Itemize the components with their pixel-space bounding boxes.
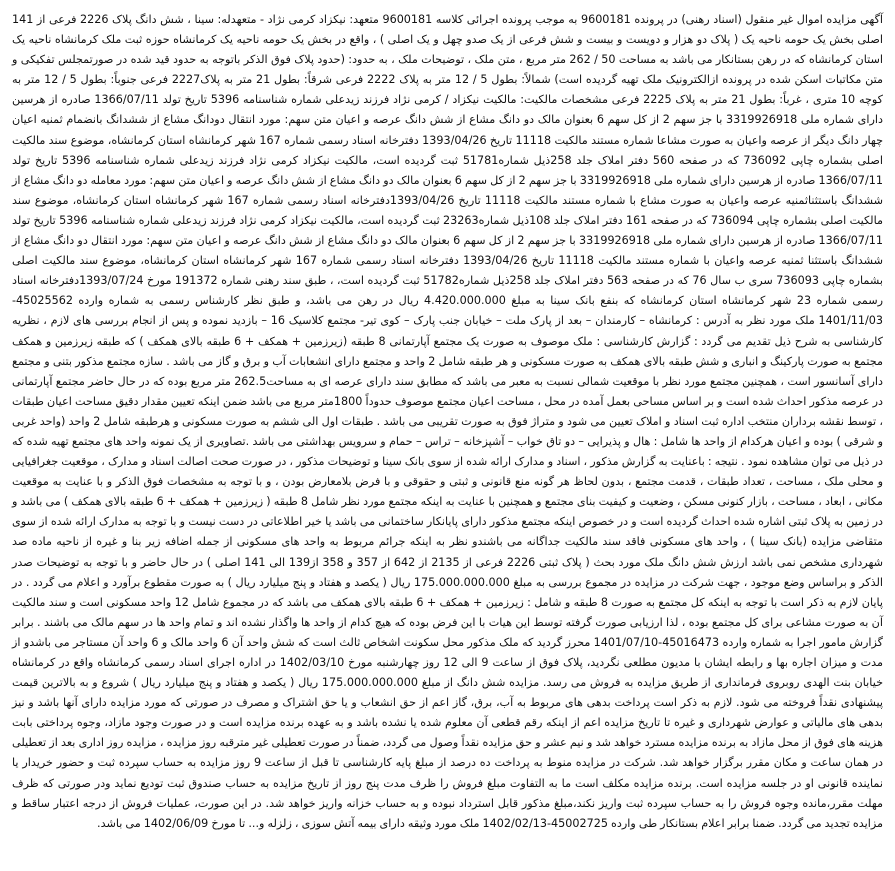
auction-notice-text: آگهی مزایده اموال غیر منقول (اسناد رهنی) در پرونده 9600181 به موجب پرونده اجرائی کلاسه 9600181 متعهد: نیکزاد کرمی نژاد - متعهدله: سینا ، شش دانگ پلاک 2226 فرعی از 141 اصلی بخش یک حومه ناحیه یک ( پلاک دو هزار و دویست و بیست و شش فرعی از یک صدو چهل و یک اصلی ) ، واقع در بخش یک حومه ناحیه یک کرمانشاه حوزه ثبت ملک کرمانشاه ناحیه یک استان کرمانشاه که در رهن بستانکار می باشد به مساحت 50 / 262 متر مربع ، متن ملک ، توضیحات ملک ، به حدود: (حدود پلاک فوق الذکر باتوجه به حدود قید شده در صورتمجلس تفکیکی و متن مکاتبات اسکن شده در پرونده ازالکترونیک ملک تهیه گردیده است) شمالاً: بطول 5 / 12 متر به پلاک 2222 فرعی شرقاً: بطول 21 متر به پلاک2227 فرعی جنوباً: بطول 5 / 12 متر به کوچه 10 متری ، غرباً: بطول 21 متر به پلاک 2225 فرعی مشخصات مالکیت: مالکیت نیکزاد / کرمی نژاد فرزند زیدعلی شماره شناسنامه 5396 تاریخ تولد 1366/07/11 صادره از هرسین دارای شماره ملی 3319926918 با جز سهم 2 از کل سهم 6 بعنوان مالک دو دانگ مشاع از شش دانگ عرصه و اعیان متن سهم: مورد انتقال دودانگ مشاع از ششدانگ بانضمام ثمنیه اعیان چهار دانگ دیگر از عرصه واعیان به صورت مشاعا شماره مستند مالکیت 11118 تاریخ 1393/04/26 دفترخانه اسناد رسمی شماره 167 شهر کرمانشاه استان کرمانشاه، موضوع سند مالکیت اصلی بشماره چاپی 736092 که در صفحه 560 دفتر املاک جلد 258ذیل شماره51781 ثبت گردیده است، مالکیت نیکزاد کرمی نژاد فرزند زیدعلی شماره شناسنامه 5396 تاریخ تولد 1366/07/11 صادره از هرسین دارای شماره ملی 3319926918 با جز سهم 2 از کل سهم 6 بعنوان مالک دو دانگ مشاع از شش دانگ عرصه و اعیان متن سهم: مورد معامله دو دانگ مشاع از ششدانگ باستثناثمنیه عرصه واعیان به صورت مشاع با شماره مستند مالکیت 11118 تاریخ 1393/04/26دفترخانه اسناد رسمی شماره 167 شهر کرمانشاه استان کرمانشاه، موضوع سند مالکیت اصلی بشماره چاپی 736094 که در صفحه 161 دفتر املاک جلد 108ذیل شماره23263 ثبت گردیده است، مالکیت نیکزاد کرمی نژاد فرزند زیدعلی شماره شناسنامه 5396 تاریخ تولد 1366/07/11 صادره از هرسین دارای شماره ملی 3319926918 با جز سهم 2 از کل سهم 6 بعنوان مالک دو دانگ مشاع از شش دانگ عرصه و اعیان متن سهم: مورد انتقال دو دانگ مشاع از ششدانگ باستثنا ثمنیه عرصه واعیان با شماره مستند مالکیت 11118 تاریخ 1393/04/26 دفترخانه اسناد رسمی شماره 167 شهر کرمانشاه استان کرمانشاه، موضوع سند مالکیت اصلی بشماره چاپی 736093 سری ب سال 76 که در صفحه 563 دفتر املاک جلد 258ذیل شماره51782 ثبت گردیده است، ، طبق سند رهنی شماره 191372 مورخ 1393/07/24دفترخانه اسناد رسمی شماره 23 شهر کرمانشاه استان کرمانشاه که بنفع بانک سینا به مبلغ 4.420.000.000 ریال در رهن می باشد، و طبق نظر کارشناس رسمی به شماره وارده 45025562-1401/11/03 ملک مورد نظر به آدرس : کرمانشاه – کارمندان – بعد از پارک ملت – خیابان جنب پارک – کوی تیر- مجتمع کلاسیک 16 – بازدید نموده و پس از انجام بررسی های لازم ، نظریه کارشناسی به شرح ذیل تقدیم می گردد : گزارش کارشناسی : ملک موصوف به صورت یک مجتمع آپارتمانی 8 طبقه (زیرزمین + همکف + 6 طبقه بالای همکف ) که طبقه زیرزمین و همکف مجتمع به صورت پارکینگ و انباری و شش طبقه بالای همکف به صورت مسکونی و هر طبقه شامل 2 واحد و مجتمع دارای انشعابات آب و برق و گاز می باشد . سازه مجتمع مذکور بتنی و مجتمع دارای آسانسور است ، همچنین مجتمع مورد نظر با موقعیت شمالی نسبت به معبر می باشد که مطابق سند دارای عرصه ای به مساحت262.5 متر مربع بوده که در حال حاضر مجتمع آپارتمانی در عرصه مذکور احداث شده است و بر اساس مساحی بعمل آمده در محل ، مساحت اعیان مجتمع موصوف حدوداً 1800متر مربع می باشد ضمن اینکه تعیین مقدار دقیق مساحت اعیان طبقات ، توسط نقشه برداران منتخب اداره ثبت اسناد و املاک تعیین می شود و متراژ فوق به صورت تقریبی می باشد . طبقات اول الی ششم به صورت مسکونی و هرطبقه شامل 2 واحد (واحد غربی و شرقی ) بوده و اعیان هرکدام از واحد ها شامل : هال و پذیرایی – دو تاق خواب – آشپزخانه – تراس – حمام و سرویس بهداشتی می باشد .تصاویری از یک نمونه واحد های مجتمع تهیه شده که در ذیل می توان مشاهده نمود . نتیجه : باعنایت به گزارش مذکور ، اسناد و مدارک ارائه شده از سوی بانک سینا و توضیحات مذکور ، در صورت صحت اصالت اسناد و مدارک ، موقعیت جغرافیایی و محلی ملک ، مساحت ، تعداد طبقات ، قدمت مجتمع ، بدون لحاظ هر گونه منع قانونی و ثبتی و حقوقی و با فرض بلامعارض بودن ، و با توجه به مشخصات فوق الذکر و با عنایت به موقعیت مکانی ، ابعاد ، مساحت ، بازار کنونی مسکن ، وضعیت و کیفیت بنای مجتمع و همچنین با عنایت به اینکه مجتمع مورد نظر شامل 8 طبقه ( زیرزمین + همکف + 6 طبقه بالای همکف ) می باشد و در زمین به پلاک ثبتی اشاره شده احداث گردیده است و در خصوص اینکه مجتمع مذکور دارای پایانکار ساختمانی می باشد یا خیر اطلاعاتی در دست نیست و با توجه به مدارک ارائه شده از سوی متقاضی مزایده (بانک سینا ) ، واحد های مسکونی فاقد سند مالکیت جداگانه می باشندو نظر به اینکه جرائم مربوط به واحد های مسکونی از جمله اضافه زیر بنا و غیره از ناحیه ماده صد شهرداری مشخص نمی باشد ارزش شش دانگ ملک مورد بحث ( پلاک ثبتی 2226 فرعی از 2135 از 642 از 357 و 358 از139 الی 141 اصلی ) در حال حاضر و با توجه به توضیحات صدر الذکر و براساس وضع موجود ، جهت شرکت در مزایده در مجموع بررسی به مبلغ 175.000.000.000 ریال ( یکصد و هفتاد و پنج میلیارد ریال ) به صورت مقطوع برآورد و اعلام می گردد . در پایان لازم به ذکر است با توجه به اینکه کل مجتمع به صورت 8 طبقه و شامل : زیرزمین + همکف + 6 طبقه بالای همکف می باشد که در مجموع شامل 12 واحد مسکونی است و سند مالکیت آن به صورت مشاعی برای کل مجتمع بوده ، لذا ارزیابی صورت گرفته توسط این هیات با این فرض بوده که هیچ کدام از واحد ها واگذار نشده اند و تمام واحد ها در سهم مالک می باشند . برابر گزارش مامور اجرا به شماره وارده 45016473-1401/07/10 محرز گردید که ملک مذکور محل سکونت اشخاص ثالث است که شش واحد آن 6 واحد مالک و 6 واحد آن مستاجر می باشدو از مدت و میزان اجاره بها و رابطه ایشان با مدیون مطلعی نگردید، پلاک فوق از ساعت 9 الی 12 روز چهارشنبه مورخ 1402/03/10 در اداره اجرای اسناد رسمی کرمانشاه واقع در کرمانشاه خیابان بنت الهدی روبروی فرمانداری از طریق مزایده به فروش می رسد. مزایده شش دانگ از مبلغ 175.000.000.000 ریال ( یکصد و هفتاد و پنج میلیارد ریال ) شروع و به بالاترین قیمت پیشنهادی نقداً فروخته می شود. لازم به ذکر است پرداخت بدهی های مربوط به آب، برق، گاز اعم از حق انشعاب و یا حق اشتراک و مصرف در صورتی که مورد مزایده دارای آنها باشد و نیز بدهی های مالیاتی و عوارض شهرداری و غیره تا تاریخ مزایده اعم از اینکه رقم قطعی آن معلوم شده یا نشده باشد و به عهده برنده مزایده است و در صورت وجود مازاد، وجوه پرداختی بابت هزینه های فوق از محل مازاد به برنده مزایده مسترد خواهد شد و نیم عشر و حق مزایده نقداً وصول می گردد، ضمناً در صورت تعطیلی غیر مترقبه روز مزایده ، مزایده روز اداری بعد از تعطیلی در همان ساعت و مکان مقرر برگزار خواهد شد. شرکت در مزایده منوط به پرداخت ده درصد از مبلغ پایه کارشناسی تا قبل از ساعت 9 روز مزایده به حساب سپرده ثبت و حضور خریدار یا نماینده قانونی او در جلسه مزایده است. برنده مزایده مکلف است ما به التفاوت مبلغ فروش را ظرف مدت پنج روز از تاریخ مزایده به حساب صندوق ثبت تودیع نماید ودر صورتی که ظرف مهلت مقرر،مانده وجوه فروش را به حساب سپرده ثبت واریز نکند،مبلغ مذکور قابل استرداد نبوده و به حساب خزانه واریز خواهد شد. در این صورت، عملیات فروش از درجه اعتبار ساقط و مزایده تجدید می گردد. ضمنا برابر اعلام بستانکار طی وارده 45002725-1402/02/13 ملک مورد وثیقه دارای بیمه آتش سوزی ، زلزله و... تا مورخ 1402/06/09 می باشد.	[12, 13, 884, 830]
